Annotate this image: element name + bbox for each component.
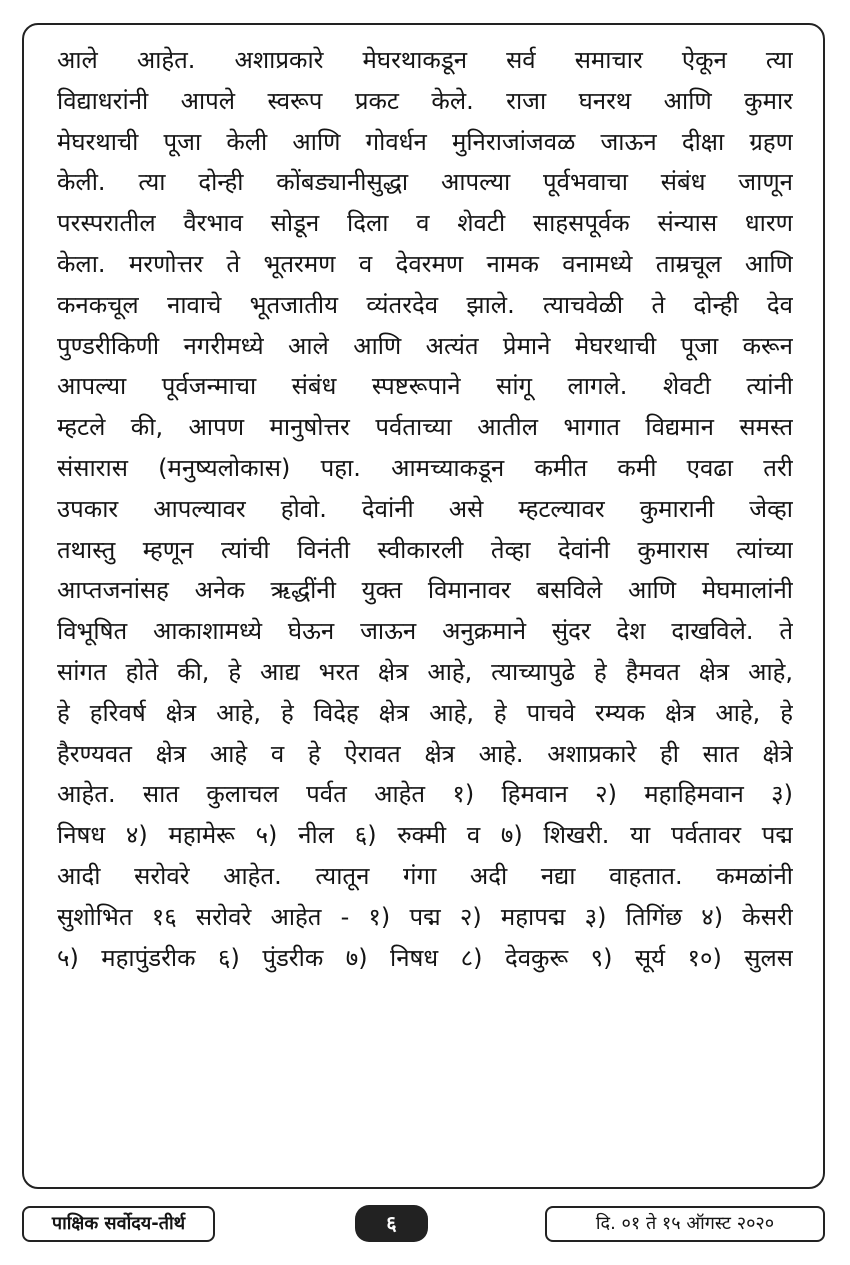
issue-date: दि. ०१ ते १५ ऑगस्ट २०२० [545,1206,825,1242]
text-line: विद्याधरांनी आपले स्वरूप प्रकट केले. राजा घनरथ आणि कुमार [57,86,793,115]
text-line: परस्परातील वैरभाव सोडून दिला व शेवटी साहसपूर्वक संन्यास धारण [57,209,793,238]
text-line: विभूषित आकाशामध्ये घेऊन जाऊन अनुक्रमाने सुंदर देश दाखविले. ते [57,617,793,646]
text-line: आदी सरोवरे आहेत. त्यातून गंगा अदी नद्या वाहतात. कमळांनी [57,861,793,890]
text-line: निषध ४) महामेरू ५) नील ६) रुक्मी व ७) शिखरी. या पर्वतावर पद्म [57,821,793,850]
text-line: आहेत. सात कुलाचल पर्वत आहेत १) हिमवान २) महाहिमवान ३) [57,780,793,809]
text-line: तथास्तु म्हणून त्यांची विनंती स्वीकारली तेव्हा देवांनी कुमारास त्यांच्या [57,535,793,564]
publication-name: पाक्षिक सर्वोदय-तीर्थ [22,1206,215,1242]
text-line: सांगत होते की, हे आद्य भरत क्षेत्र आहे, त्याच्यापुढे हे हैमवत क्षेत्र आहे, [57,657,793,686]
text-line: उपकार आपल्यावर होवो. देवांनी असे म्हटल्यावर कुमारानी जेव्हा [57,494,793,523]
page-number: ६ [355,1205,428,1242]
text-line: कनकचूल नावाचे भूतजातीय व्यंतरदेव झाले. त्याचवेळी ते दोन्ही देव [57,290,793,319]
text-line: सुशोभित १६ सरोवरे आहेत - १) पद्म २) महापद्म ३) तिगिंछ ४) केसरी [57,902,793,931]
body-text [57,40,793,978]
text-line: पुण्डरीकिणी नगरीमध्ये आले आणि अत्यंत प्रेमाने मेघरथाची पूजा करून [57,331,793,360]
text-line: आपल्या पूर्वजन्माचा संबंध स्पष्टरूपाने सांगू लागले. शेवटी त्यांनी [57,372,793,401]
text-line: हैरण्यवत क्षेत्र आहे व हे ऐरावत क्षेत्र आहे. अशाप्रकारे ही सात क्षेत्रे [57,739,793,768]
text-line: ५) महापुंडरीक ६) पुंडरीक ७) निषध ८) देवकुरू ९) सूर्य १०) सुलस [57,943,793,972]
text-line: आप्तजनांसह अनेक ऋद्धींनी युक्त विमानावर बसविले आणि मेघमालांनी [57,576,793,605]
text-line: केला. मरणोत्तर ते भूतरमण व देवरमण नामक वनामध्ये ताम्रचूल आणि [57,249,793,278]
text-line: म्हटले की, आपण मानुषोत्तर पर्वताच्या आतील भागात विद्यमान समस्त [57,413,793,442]
text-line: मेघरथाची पूजा केली आणि गोवर्धन मुनिराजांजवळ जाऊन दीक्षा ग्रहण [57,127,793,156]
text-line: केली. त्या दोन्ही कोंबड्यानीसुद्धा आपल्या पूर्वभवाचा संबंध जाणून [57,168,793,197]
text-line: हे हरिवर्ष क्षेत्र आहे, हे विदेह क्षेत्र आहे, हे पाचवे रम्यक क्षेत्र आहे, हे [57,698,793,727]
text-line: संसारास (मनुष्यलोकास) पहा. आमच्याकडून कमीत कमी एवढा तरी [57,453,793,482]
text-line: आले आहेत. अशाप्रकारे मेघरथाकडून सर्व समाचार ऐकून त्या [57,46,793,74]
